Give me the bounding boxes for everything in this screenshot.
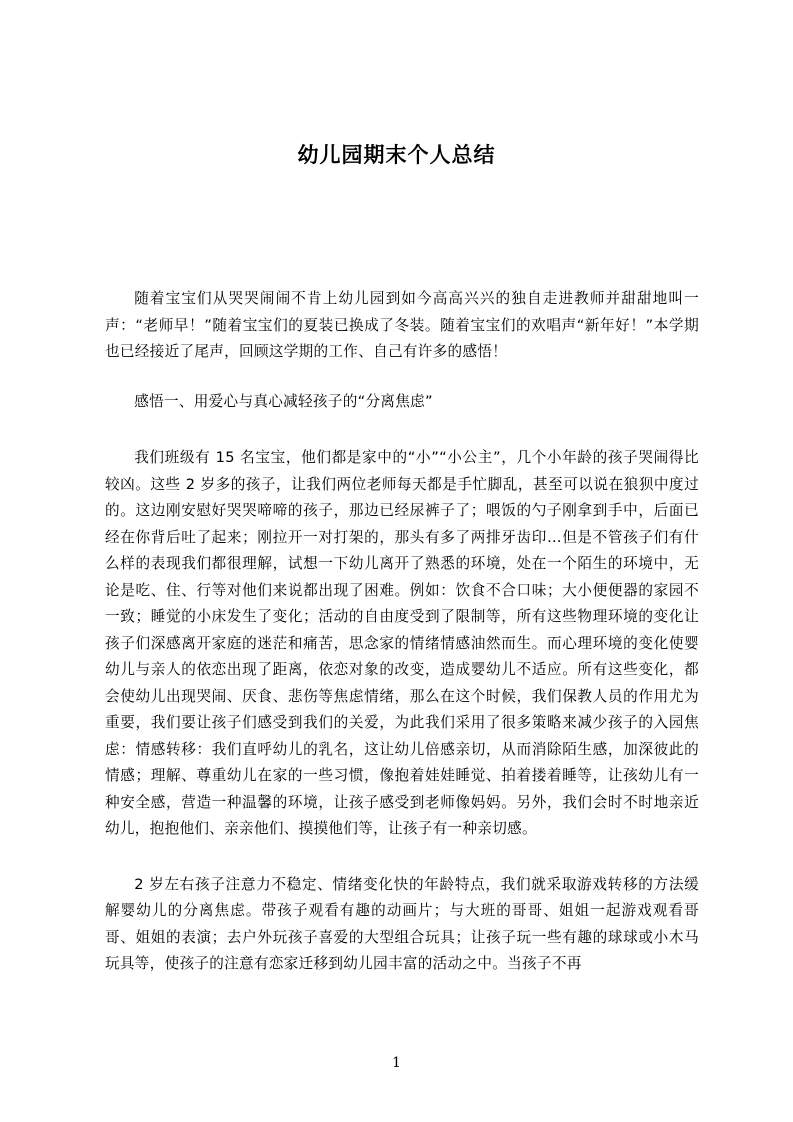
paragraph-body: 我们班级有 15 名宝宝，他们都是家中的“小”“小公主”，几个小年龄的孩子哭闹得比较凶。这些 2 岁多的孩子，让我们两位老师每天都是手忙脚乱，甚至可以说在狼狈中度过的。这边刚安慰好哭哭啼啼的孩子，那边已经尿裤子了；喂饭的勺子刚拿到手中，后面已经在你背后吐了起来；刚拉开一对打架的，那头有多了两排牙齿印…但是不管孩子们有什么样的表现我们都很理解，试想一下幼儿离开了熟悉的环境，处在一个陌生的环境中，无论是吃、住、行等对他们来说都出现了困难。例如：饮食不合口味；大小便便器的家园不一致；睡觉的小床发生了变化；活动的自由度受到了限制等，所有这些物理环境的变化让孩子们深感离开家庭的迷茫和痛苦，思念家的情绪情感油然而生。而心理环境的变化使婴幼儿与亲人的依恋出现了距离，依恋对象的改变，造成婴幼儿不适应。所有这些变化，都会使幼儿出现哭闹、厌食、悲伤等焦虑情绪，那么在这个时候，我们保教人员的作用尤为重要，我们要让孩子们感受到我们的关爱，为此我们采用了很多策略来减少孩子的入园焦虑：情感转移：我们直呼幼儿的乳名，这让幼儿倍感亲切，从而消除陌生感，加深彼此的情感；理解、尊重幼儿在家的一些习惯，像抱着娃娃睡觉、拍着搂着睡等，让孩幼儿有一种安全感，营造一种温馨的环境，让孩子感受到老师像妈妈。另外，我们会时不时地亲近幼儿，抱抱他们、亲亲他们、摸摸他们等，让孩子有一种亲切感。 — [105, 449, 699, 837]
paragraph-intro: 随着宝宝们从哭哭闹闹不肯上幼儿园到如今高高兴兴的独自走进教师并甜甜地叫一声：“老师早！”随着宝宝们的夏装已换成了冬装。随着宝宝们的欢唱声“新年好！”本学期也已经接近了尾声，回顾这学期的工作、自己有许多的感悟！ — [105, 290, 699, 360]
section-heading: 感悟一、用爱心与真心减轻孩子的“分离焦虑” — [134, 392, 433, 410]
paragraph-spacer — [105, 415, 699, 445]
document-title: 幼儿园期末个人总结 — [297, 143, 496, 167]
paragraph-spacer — [105, 843, 699, 872]
paragraph-spacer — [105, 366, 699, 389]
page-number: 1 — [392, 1055, 401, 1071]
document-body — [105, 286, 699, 978]
paragraph-body: 2 岁左右孩子注意力不稳定、情绪变化快的年龄特点，我们就采取游戏转移的方法缓解婴幼儿的分离焦虑。带孩子观看有趣的动画片；与大班的哥哥、姐姐一起游戏观看哥哥、姐姐的表演；去户外玩孩子喜爱的大型组合玩具；让孩子玩一些有趣的球球或小木马玩具等，使孩子的注意有恋家迁移到幼儿园丰富的活动之中。当孩子不再 — [105, 875, 699, 972]
